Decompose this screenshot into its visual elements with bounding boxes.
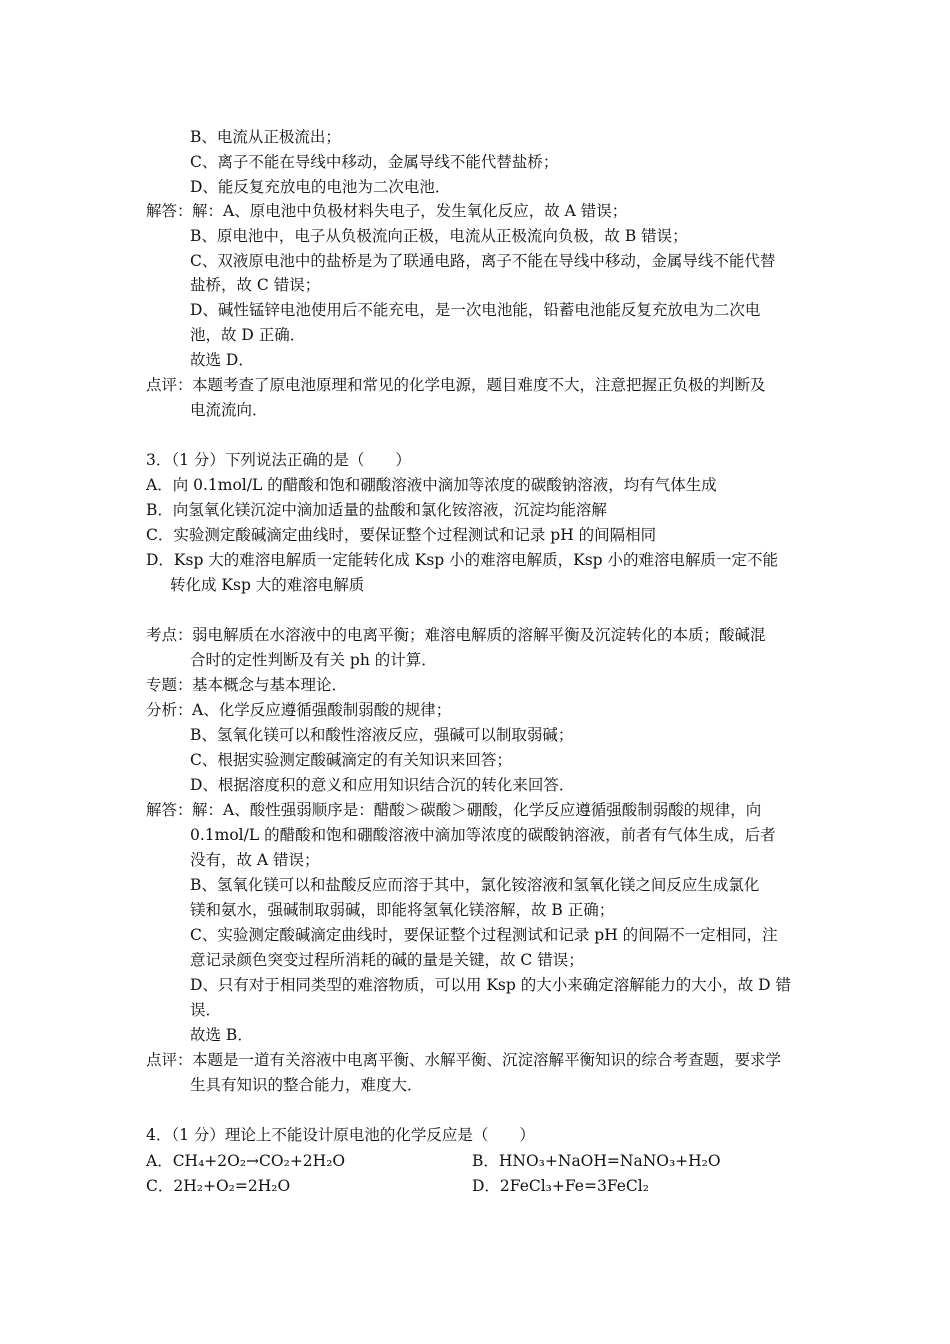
q3-option-c: C．实验测定酸碱滴定曲线时，要保证整个过程测试和记录 pH 的间隔相同 [146,526,657,544]
q3-fenxi-line: B、氢氧化镁可以和酸性溶液反应，强碱可以制取弱碱； [190,726,574,744]
q3-kaodian-line: 合时的定性判断及有关 ph 的计算． [190,651,437,669]
q3-title: 3．（1 分）下列说法正确的是（ ） [146,451,411,469]
q4-option-b: B．HNO₃+NaOH=NaNO₃+H₂O [472,1152,721,1170]
prev-answer-line: 盐桥，故 C 错误； [190,276,321,294]
q3-fenxi-label: 分析： [146,701,193,719]
q3-zhuanti: 基本概念与基本理论． [192,676,348,694]
q3-answer-line: 意记录颜色突变过程所消耗的碱的量是关键，故 C 错误； [190,951,584,969]
prev-option-c: C、离子不能在导线中移动，金属导线不能代替盐桥； [190,153,559,171]
q3-fenxi-line: D、根据溶度积的意义和应用知识结合沉的转化来回答． [190,776,575,794]
q3-option-a: A．向 0.1mol/L 的醋酸和饱和硼酸溶液中滴加等浓度的碳酸钠溶液，均有气体生成 [146,476,717,494]
q3-answer-label: 解答： [146,801,193,819]
q3-kaodian-label: 考点： [146,626,193,644]
q3-option-b: B．向氢氧化镁沉淀中滴加适量的盐酸和氯化铵溶液，沉淀均能溶解 [146,501,607,519]
q3-option-d: D．Ksp 大的难溶电解质一定能转化成 Ksp 小的难溶电解质，Ksp 小的难溶电解质一定不能 [146,551,779,569]
q3-answer-line: D、只有对于相同类型的难溶物质，可以用 Ksp 的大小来确定溶解能力的大小，故 D 错 [190,976,792,994]
q4-option-d: D．2FeCl₃+Fe=3FeCl₂ [472,1177,649,1195]
prev-comment-line: 电流流向． [190,401,268,419]
q3-comment-line: 生具有知识的整合能力，难度大． [190,1076,423,1094]
prev-answer-line: D、碱性锰锌电池使用后不能充电，是一次电池能，铅蓄电池能反复充放电为二次电 [190,301,761,319]
prev-answer-line: 池，故 D 正确． [190,326,306,344]
prev-answer-label: 解答： [146,202,193,220]
q4-title: 4．（1 分）理论上不能设计原电池的化学反应是（ ） [146,1126,535,1144]
prev-option-b: B、电流从正极流出； [190,128,341,146]
q3-comment-line: 本题是一道有关溶液中电离平衡、水解平衡、沉淀溶解平衡知识的综合考查题，要求学 [192,1051,782,1069]
q3-option-d-cont: 转化成 Ksp 大的难溶电解质 [170,576,365,594]
q3-answer-line: 故选 B． [190,1026,253,1044]
q3-comment-label: 点评： [146,1051,193,1069]
q3-answer-line: 0.1mol/L 的醋酸和饱和硼酸溶液中滴加等浓度的碳酸钠溶液，前者有气体生成，后者 [190,826,776,844]
prev-comment-line: 本题考查了原电池原理和常见的化学电源，题目难度不大，注意把握正负极的判断及 [192,376,766,394]
q3-answer-line: C、实验测定酸碱滴定曲线时，要保证整个过程测试和记录 pH 的间隔不一定相同，注 [190,926,778,944]
q4-option-c: C．2H₂+O₂=2H₂O [146,1177,291,1195]
q3-fenxi-line: C、根据实验测定酸碱滴定的有关知识来回答； [190,751,512,769]
q3-answer-line: 解：A、酸性强弱顺序是：醋酸＞碳酸＞硼酸，化学反应遵循强酸制弱酸的规律，向 [192,801,762,819]
q3-answer-line: 没有，故 A 错误； [190,851,320,869]
prev-answer-line: 解：A、原电池中负极材料失电子，发生氧化反应，故 A 错误； [192,202,628,220]
q3-zhuanti-label: 专题： [146,676,193,694]
q4-option-a: A．CH₄+2O₂→CO₂+2H₂O [146,1152,346,1170]
prev-answer-line: C、双液原电池中的盐桥是为了联通电路，离子不能在导线中移动，金属导线不能代替 [190,252,776,270]
q3-kaodian-line: 弱电解质在水溶液中的电离平衡；难溶电解质的溶解平衡及沉淀转化的本质；酸碱混 [192,626,766,644]
q3-fenxi-line: A、化学反应遵循强酸制弱酸的规律； [192,701,452,719]
q3-answer-line: 误． [190,1001,222,1019]
prev-comment-label: 点评： [146,376,193,394]
q3-answer-line: B、氢氧化镁可以和盐酸反应而溶于其中，氯化铵溶液和氢氧化镁之间反应生成氯化 [190,876,760,894]
prev-answer-line: B、原电池中，电子从负极流向正极，电流从正极流向负极，故 B 错误； [190,227,688,245]
prev-option-d: D、能反复充放电的电池为二次电池． [190,178,451,196]
q3-answer-line: 镁和氨水，强碱制取弱碱，即能将氢氧化镁溶解，故 B 正确； [190,901,615,919]
prev-answer-line: 故选 D． [190,351,254,369]
